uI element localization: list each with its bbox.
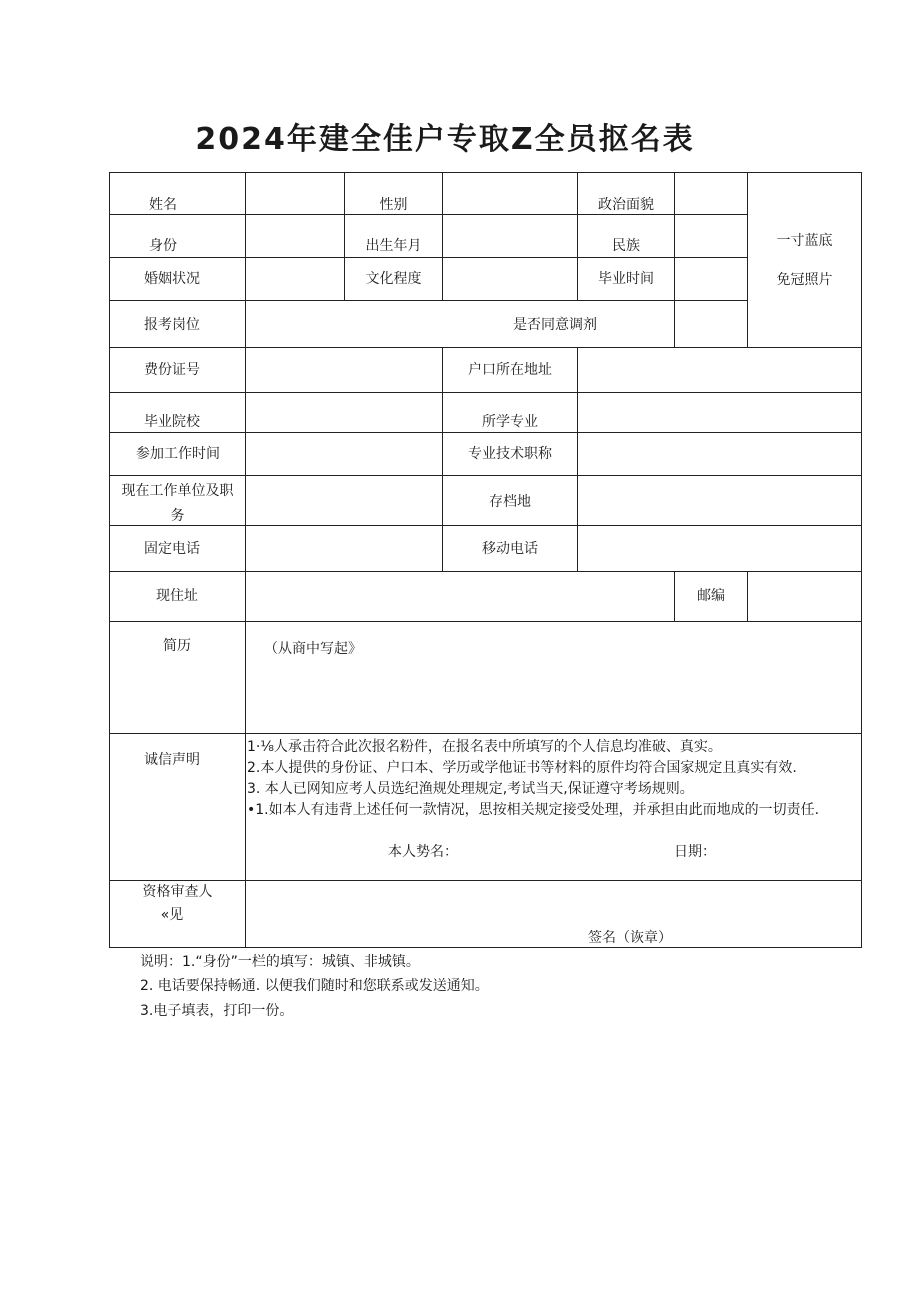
label-tech-title: 专业技术职称 [468, 446, 552, 462]
integrity-line: 3. 本人已网知应考人员选纪渔规处理规定,考试当天,保证遵守考场规则。 [247, 781, 694, 797]
label-employer-line1: 现在工作单位及职 [121, 483, 234, 499]
date-label: 日期： [674, 844, 716, 860]
row-line [109, 347, 861, 348]
label-marriage: 婚姻状况 [144, 271, 200, 287]
label-mobile: 移动电话 [482, 541, 538, 557]
label-resume: 简历 [163, 638, 191, 654]
row-line [109, 475, 861, 476]
row-line [109, 432, 861, 433]
label-birth: 出生年月 [365, 238, 422, 254]
row-line [109, 621, 861, 622]
table-border-right [861, 172, 862, 948]
label-phone: 固定电话 [144, 541, 200, 557]
note-line: 说明：1.“身份”一栏的填写：城镇、非城镇。 [140, 954, 420, 970]
label-education: 文化程度 [365, 271, 422, 287]
table-border-left [109, 172, 110, 948]
col-line [442, 172, 443, 301]
note-line: 3.电子填表，打印一份。 [140, 1003, 294, 1019]
label-integrity: 诚信声明 [144, 752, 200, 768]
label-hukou: 户口所在地址 [468, 362, 552, 378]
label-name: 姓名 [149, 197, 177, 213]
table-border-bottom [109, 947, 861, 948]
photo-label-line1: 一寸蓝底 [776, 233, 833, 249]
row-line [109, 392, 861, 393]
col-line [747, 172, 748, 348]
label-ethnicity: 民族 [612, 238, 640, 254]
review-signature-label: 签名（诙章） [588, 930, 672, 946]
label-work-start: 参加工作时间 [136, 446, 220, 462]
label-id-number: 费份证号 [144, 362, 200, 378]
col-line [577, 347, 578, 572]
resume-hint: （从商中写起》 [264, 641, 362, 657]
integrity-line: 2.本人提供的身份证、户口本、学历或学他证书等材料的原件均符合国家规定且真实有效. [247, 760, 797, 776]
table-border-top [109, 172, 861, 173]
row-line [109, 733, 861, 734]
form-title: 2024年建全佳户专取Z全员抠名表 [195, 122, 695, 157]
col-line [674, 172, 675, 348]
integrity-statement [247, 737, 857, 821]
label-school: 毕业院校 [144, 414, 200, 430]
col-line [245, 172, 246, 948]
label-position: 报考岗位 [144, 317, 200, 333]
integrity-line: 1·⅛人承击符合此次报名粉件，在报名表中所填写的个人信息均准破、真实。 [247, 739, 722, 755]
photo-label-line2: 免冠照片 [776, 272, 833, 288]
label-review-line1: 资格审查人 [142, 884, 213, 900]
label-politics: 政治面貌 [598, 197, 654, 213]
applicant-signature-label: 本人势名： [388, 844, 458, 860]
row-line [109, 214, 747, 215]
row-line [109, 525, 861, 526]
col-line [747, 571, 748, 622]
label-address: 现住址 [156, 588, 198, 604]
row-line [109, 300, 747, 301]
label-postcode: 邮编 [697, 588, 725, 604]
label-adjust: 是否同意调剂 [513, 317, 597, 333]
row-line [109, 257, 747, 258]
label-identity: 身份 [149, 238, 177, 254]
row-line [109, 571, 861, 572]
integrity-line: •1.如本人有违背上述任何一款情况，思按相关规定接受处理，并承担由此而地成的一切责任. [247, 802, 820, 818]
label-archive: 存档地 [489, 494, 531, 510]
label-review-line2: «见 [160, 907, 184, 923]
label-gender: 性别 [379, 197, 408, 213]
label-grad-time: 毕业时间 [598, 271, 654, 287]
label-major: 所学专业 [482, 414, 538, 430]
note-line: 2. 电话要保持畅通. 以便我们随时和您联系或发送通知。 [140, 978, 489, 994]
label-employer-line2: 务 [170, 508, 185, 524]
row-line [109, 880, 861, 881]
